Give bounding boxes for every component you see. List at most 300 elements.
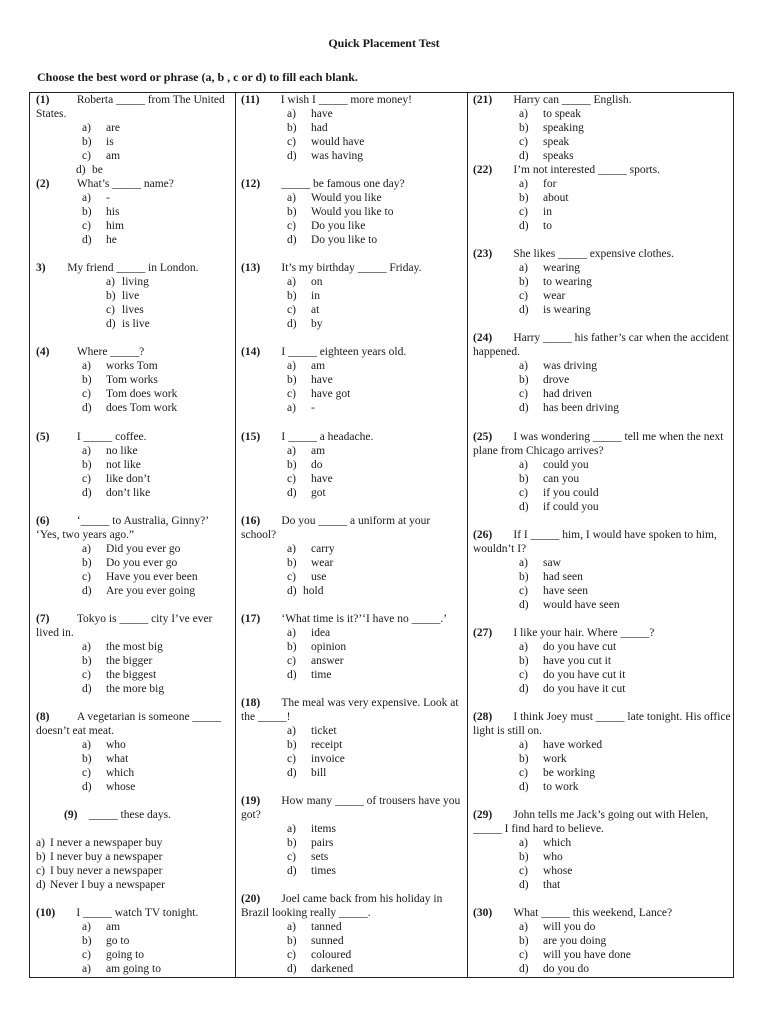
option-letter: b) xyxy=(519,192,529,204)
answer-options xyxy=(473,107,731,163)
option-letter: b) xyxy=(82,459,92,471)
answer-option[interactable] xyxy=(473,486,731,500)
option-text: opinion xyxy=(311,641,347,653)
answer-option[interactable] xyxy=(36,444,233,458)
answer-option[interactable] xyxy=(473,191,731,205)
answer-options xyxy=(241,542,465,598)
answer-option[interactable] xyxy=(473,205,731,219)
question-stem xyxy=(473,163,731,177)
answer-options xyxy=(473,920,731,976)
answer-option[interactable] xyxy=(473,738,731,752)
answer-option[interactable] xyxy=(241,205,465,219)
question-text: Joel came back from his holiday in Brazil looking really _____. xyxy=(241,893,443,919)
option-text: not like xyxy=(106,459,141,471)
option-letter: c) xyxy=(82,571,91,583)
answer-option[interactable] xyxy=(36,584,233,598)
option-text: have xyxy=(311,108,333,120)
answer-option[interactable] xyxy=(241,121,465,135)
answer-option[interactable] xyxy=(473,289,731,303)
answer-option[interactable] xyxy=(473,177,731,191)
answer-option[interactable] xyxy=(473,135,731,149)
option-text: ticket xyxy=(311,725,337,737)
answer-option[interactable] xyxy=(473,472,731,486)
answer-option[interactable] xyxy=(36,135,233,149)
answer-option[interactable] xyxy=(241,962,465,976)
option-letter: b) xyxy=(36,851,46,863)
answer-option[interactable] xyxy=(36,934,233,948)
answer-option[interactable] xyxy=(473,920,731,934)
answer-option[interactable] xyxy=(36,317,233,331)
answer-option[interactable] xyxy=(36,570,233,584)
question-number: (5) xyxy=(36,431,50,443)
answer-option[interactable] xyxy=(36,275,233,289)
question-4 xyxy=(36,345,233,415)
answer-option[interactable] xyxy=(473,640,731,654)
answer-option[interactable] xyxy=(36,654,233,668)
answer-option[interactable] xyxy=(241,373,465,387)
answer-option[interactable] xyxy=(473,598,731,612)
option-text: to wearing xyxy=(543,276,592,288)
option-letter: d) xyxy=(519,304,529,316)
option-text: bill xyxy=(311,767,327,779)
answer-options xyxy=(473,556,731,612)
option-letter: b) xyxy=(519,122,529,134)
answer-options xyxy=(36,444,233,500)
option-text: whose xyxy=(106,781,136,793)
option-letter: d) xyxy=(519,501,529,513)
answer-option[interactable] xyxy=(36,401,233,415)
option-letter: a) xyxy=(106,276,115,288)
answer-option[interactable] xyxy=(473,570,731,584)
option-letter: b) xyxy=(519,753,529,765)
answer-option[interactable] xyxy=(473,584,731,598)
option-text: darkened xyxy=(311,963,354,975)
option-letter: c) xyxy=(287,851,296,863)
option-text: would have seen xyxy=(543,599,620,611)
option-letter: a) xyxy=(287,725,296,737)
question-stem xyxy=(241,93,465,107)
option-text: wearing xyxy=(543,262,581,274)
answer-options xyxy=(473,738,731,794)
question-stem xyxy=(473,93,731,107)
option-letter: c) xyxy=(287,304,296,316)
answer-option[interactable] xyxy=(241,303,465,317)
option-letter: c) xyxy=(519,949,528,961)
answer-option[interactable] xyxy=(36,962,233,976)
answer-option[interactable] xyxy=(473,752,731,766)
answer-option[interactable] xyxy=(36,752,233,766)
option-text: Would you like to xyxy=(311,206,394,218)
option-text: carry xyxy=(311,543,335,555)
answer-option[interactable] xyxy=(241,738,465,752)
answer-option[interactable] xyxy=(36,780,233,794)
question-18 xyxy=(241,696,465,780)
answer-option[interactable] xyxy=(241,570,465,584)
option-letter: d) xyxy=(519,599,529,611)
option-text: Do you like xyxy=(311,220,366,232)
answer-option[interactable] xyxy=(241,836,465,850)
option-letter: c) xyxy=(519,388,528,400)
answer-options xyxy=(36,542,233,598)
option-letter: d) xyxy=(287,585,297,597)
option-text: no like xyxy=(106,445,138,457)
option-letter: a) xyxy=(519,459,528,471)
question-24 xyxy=(473,331,731,415)
answer-option[interactable] xyxy=(473,878,731,892)
option-text: whose xyxy=(543,865,573,877)
option-text: in xyxy=(311,290,320,302)
answer-option[interactable] xyxy=(473,219,731,233)
question-5 xyxy=(36,430,233,500)
answer-option[interactable] xyxy=(473,275,731,289)
answer-options xyxy=(473,640,731,696)
question-stem xyxy=(473,430,731,458)
answer-option[interactable] xyxy=(36,668,233,682)
option-letter: b) xyxy=(287,290,297,302)
answer-option[interactable] xyxy=(473,458,731,472)
option-letter: d) xyxy=(82,781,92,793)
answer-option[interactable] xyxy=(241,822,465,836)
answer-option[interactable] xyxy=(36,556,233,570)
option-letter: a) xyxy=(287,445,296,457)
option-letter: b) xyxy=(519,935,529,947)
question-number: (18) xyxy=(241,697,261,709)
option-text: am xyxy=(106,150,121,162)
option-letter: d) xyxy=(287,318,297,330)
answer-option[interactable] xyxy=(241,864,465,878)
option-text: got xyxy=(311,487,326,499)
answer-option[interactable] xyxy=(473,121,731,135)
answer-option[interactable] xyxy=(241,948,465,962)
answer-option[interactable] xyxy=(241,219,465,233)
option-text: Did you ever go xyxy=(106,543,181,555)
answer-option[interactable] xyxy=(241,668,465,682)
option-letter: a) xyxy=(287,108,296,120)
question-number: (25) xyxy=(473,431,493,443)
answer-options xyxy=(473,836,731,892)
option-letter: d) xyxy=(36,879,46,891)
option-text: do you have cut it xyxy=(543,669,626,681)
option-letter: d) xyxy=(287,487,297,499)
question-19 xyxy=(241,794,465,878)
answer-option[interactable] xyxy=(473,836,731,850)
answer-option[interactable] xyxy=(36,121,233,135)
option-letter: b) xyxy=(82,935,92,947)
answer-option[interactable] xyxy=(241,920,465,934)
answer-option[interactable] xyxy=(36,205,233,219)
answer-option[interactable] xyxy=(241,724,465,738)
answer-option[interactable] xyxy=(36,864,233,878)
question-text: How many _____ of trousers have you got? xyxy=(241,795,461,821)
question-text: I wish I _____ more money! xyxy=(280,94,412,106)
question-stem xyxy=(36,808,233,822)
option-letter: d) xyxy=(82,683,92,695)
option-letter: c) xyxy=(82,150,91,162)
question-stem xyxy=(36,906,233,920)
answer-option[interactable] xyxy=(241,191,465,205)
option-text: are xyxy=(106,122,121,134)
option-letter: d) xyxy=(82,585,92,597)
answer-option[interactable] xyxy=(473,864,731,878)
answer-option[interactable] xyxy=(36,289,233,303)
answer-option[interactable] xyxy=(473,387,731,401)
option-letter: c) xyxy=(519,669,528,681)
question-text: My friend _____ in London. xyxy=(67,262,199,274)
answer-option[interactable] xyxy=(473,303,731,317)
option-letter: d) xyxy=(519,963,529,975)
answer-option[interactable] xyxy=(36,682,233,696)
question-text: John tells me Jack’s going out with Helen, _____ I find hard to believe. xyxy=(473,809,709,835)
answer-option[interactable] xyxy=(241,934,465,948)
option-letter: c) xyxy=(287,473,296,485)
answer-option[interactable] xyxy=(473,850,731,864)
answer-option[interactable] xyxy=(36,850,233,864)
answer-option[interactable] xyxy=(36,303,233,317)
option-letter: c) xyxy=(82,669,91,681)
answer-option[interactable] xyxy=(36,191,233,205)
option-text: will you have done xyxy=(543,949,631,961)
answer-option[interactable] xyxy=(36,149,233,163)
question-12 xyxy=(241,177,465,247)
option-letter: a) xyxy=(82,963,91,975)
option-text: Do you like to xyxy=(311,234,378,246)
answer-option[interactable] xyxy=(36,836,233,850)
option-letter: d) xyxy=(287,150,297,162)
answer-option[interactable] xyxy=(473,261,731,275)
option-letter: c) xyxy=(519,487,528,499)
answer-option[interactable] xyxy=(473,359,731,373)
answer-option[interactable] xyxy=(241,444,465,458)
option-letter: a) xyxy=(82,122,91,134)
answer-option[interactable] xyxy=(473,682,731,696)
question-number: (4) xyxy=(36,346,50,358)
answer-option[interactable] xyxy=(241,387,465,401)
answer-option[interactable] xyxy=(36,233,233,247)
answer-option[interactable] xyxy=(241,317,465,331)
answer-option[interactable] xyxy=(241,752,465,766)
question-29 xyxy=(473,808,731,892)
answer-option[interactable] xyxy=(36,458,233,472)
answer-option[interactable] xyxy=(473,500,731,514)
option-text: will you do xyxy=(543,921,596,933)
question-number: (29) xyxy=(473,809,493,821)
option-letter: a) xyxy=(287,276,296,288)
answer-option[interactable] xyxy=(241,289,465,303)
answer-option[interactable] xyxy=(241,107,465,121)
answer-option[interactable] xyxy=(241,654,465,668)
option-letter: d) xyxy=(82,234,92,246)
option-text: am xyxy=(311,445,326,457)
answer-option[interactable] xyxy=(473,556,731,570)
option-letter: a) xyxy=(82,543,91,555)
option-letter: c) xyxy=(82,473,91,485)
answer-option[interactable] xyxy=(473,107,731,121)
option-letter: b) xyxy=(519,655,529,667)
question-stem xyxy=(473,626,731,640)
option-letter: c) xyxy=(519,206,528,218)
answer-option[interactable] xyxy=(241,149,465,163)
question-stem xyxy=(36,177,233,191)
option-letter: b) xyxy=(287,557,297,569)
question-text: I was wondering _____ tell me when the next plane from Chicago arrives? xyxy=(473,431,724,457)
answer-option[interactable] xyxy=(241,850,465,864)
column-divider xyxy=(467,93,468,977)
answer-options xyxy=(241,626,465,682)
option-text: is xyxy=(106,136,114,148)
option-text: I never a newspaper buy xyxy=(50,837,163,849)
answer-option[interactable] xyxy=(473,668,731,682)
option-letter: b) xyxy=(287,837,297,849)
option-text: I never buy a newspaper xyxy=(50,851,163,863)
answer-option[interactable] xyxy=(241,486,465,500)
question-text: _____ be famous one day? xyxy=(281,178,405,190)
answer-option[interactable] xyxy=(36,359,233,373)
answer-option[interactable] xyxy=(473,780,731,794)
question-25 xyxy=(473,430,731,514)
answer-option[interactable] xyxy=(241,640,465,654)
answer-option[interactable] xyxy=(36,878,233,892)
answer-options xyxy=(241,444,465,500)
answer-option[interactable] xyxy=(36,920,233,934)
answer-option[interactable] xyxy=(36,373,233,387)
option-text: do you do xyxy=(543,963,589,975)
option-text: am xyxy=(106,921,121,933)
question-stem xyxy=(241,430,465,444)
answer-options xyxy=(473,458,731,514)
option-text: times xyxy=(311,865,336,877)
question-number: (27) xyxy=(473,627,493,639)
answer-option[interactable] xyxy=(473,948,731,962)
answer-option[interactable] xyxy=(473,401,731,415)
answer-option[interactable] xyxy=(241,401,465,415)
option-letter: a) xyxy=(519,178,528,190)
answer-option[interactable] xyxy=(241,542,465,556)
question-text: Roberta _____ from The United States. xyxy=(36,94,225,120)
answer-option[interactable] xyxy=(241,359,465,373)
answer-option[interactable] xyxy=(36,387,233,401)
answer-option[interactable] xyxy=(241,233,465,247)
option-letter: b) xyxy=(82,374,92,386)
option-text: was having xyxy=(311,150,364,162)
answer-option[interactable] xyxy=(473,149,731,163)
answer-option[interactable] xyxy=(473,373,731,387)
option-text: who xyxy=(106,739,126,751)
answer-option[interactable] xyxy=(241,626,465,640)
question-number: (13) xyxy=(241,262,261,274)
question-text: What’s _____ name? xyxy=(76,178,174,190)
option-text: at xyxy=(311,304,320,316)
question-number: (14) xyxy=(241,346,261,358)
option-letter: a) xyxy=(519,921,528,933)
option-letter: a) xyxy=(287,627,296,639)
question-27 xyxy=(473,626,731,696)
answer-option[interactable] xyxy=(241,766,465,780)
question-9 xyxy=(36,808,233,892)
question-text: ‘What time is it?’‘I have no _____.’ xyxy=(281,613,448,625)
question-22 xyxy=(473,163,731,233)
answer-option[interactable] xyxy=(473,654,731,668)
answer-option[interactable] xyxy=(473,934,731,948)
answer-option[interactable] xyxy=(241,458,465,472)
option-text: have xyxy=(311,374,333,386)
question-number: (23) xyxy=(473,248,493,260)
option-letter: d) xyxy=(106,318,116,330)
question-text: It’s my birthday _____ Friday. xyxy=(281,262,422,274)
option-text: work xyxy=(543,753,567,765)
answer-option[interactable] xyxy=(241,135,465,149)
question-23 xyxy=(473,247,731,317)
answer-option[interactable] xyxy=(241,275,465,289)
question-number: (19) xyxy=(241,795,261,807)
option-letter: c) xyxy=(287,949,296,961)
answer-option[interactable] xyxy=(473,766,731,780)
answer-option[interactable] xyxy=(36,640,233,654)
answer-options xyxy=(241,107,465,163)
answer-option[interactable] xyxy=(36,542,233,556)
option-text: on xyxy=(311,276,323,288)
answer-option[interactable] xyxy=(36,472,233,486)
question-stem xyxy=(473,528,731,556)
question-stem xyxy=(36,93,233,121)
answer-option[interactable] xyxy=(36,738,233,752)
question-text: I _____ a headache. xyxy=(281,431,374,443)
answer-options xyxy=(241,359,465,415)
option-letter: d) xyxy=(519,220,529,232)
answer-option[interactable] xyxy=(241,584,465,598)
question-number: (2) xyxy=(36,178,50,190)
option-text: live xyxy=(122,290,140,302)
question-text: Harry can _____ English. xyxy=(513,94,632,106)
question-stem xyxy=(36,514,233,542)
option-text: about xyxy=(543,192,569,204)
answer-option[interactable] xyxy=(36,163,233,177)
option-text: go to xyxy=(106,935,130,947)
answer-option[interactable] xyxy=(36,219,233,233)
question-1 xyxy=(36,93,233,177)
option-letter: b) xyxy=(519,851,529,863)
option-letter: b) xyxy=(287,739,297,751)
option-text: do you have it cut xyxy=(543,683,626,695)
option-letter: a) xyxy=(287,192,296,204)
option-text: have got xyxy=(311,388,351,400)
option-text: could you xyxy=(543,459,589,471)
answer-option[interactable] xyxy=(241,472,465,486)
option-text: have seen xyxy=(543,585,589,597)
question-text: Harry _____ his father’s car when the accident happened. xyxy=(473,332,729,358)
question-text: I like your hair. Where _____? xyxy=(513,627,655,639)
answer-option[interactable] xyxy=(36,766,233,780)
question-table xyxy=(29,92,734,978)
answer-option[interactable] xyxy=(241,556,465,570)
question-text: ‘_____ to Australia, Ginny?’ ‘Yes, two years ago.” xyxy=(36,515,209,541)
question-text: She likes _____ expensive clothes. xyxy=(513,248,675,260)
question-number: (20) xyxy=(241,893,261,905)
answer-option[interactable] xyxy=(473,962,731,976)
answer-options xyxy=(473,177,731,233)
question-16 xyxy=(241,514,465,598)
answer-option[interactable] xyxy=(36,486,233,500)
answer-option[interactable] xyxy=(36,948,233,962)
option-text: have you cut it xyxy=(543,655,612,667)
option-text: idea xyxy=(311,627,331,639)
option-text: if you could xyxy=(543,487,599,499)
question-stem xyxy=(36,710,233,738)
question-number: (24) xyxy=(473,332,493,344)
option-text: him xyxy=(106,220,124,232)
question-text: If I _____ him, I would have spoken to him, wouldn’t I? xyxy=(473,529,717,555)
option-text: can you xyxy=(543,473,580,485)
option-text: use xyxy=(311,571,327,583)
